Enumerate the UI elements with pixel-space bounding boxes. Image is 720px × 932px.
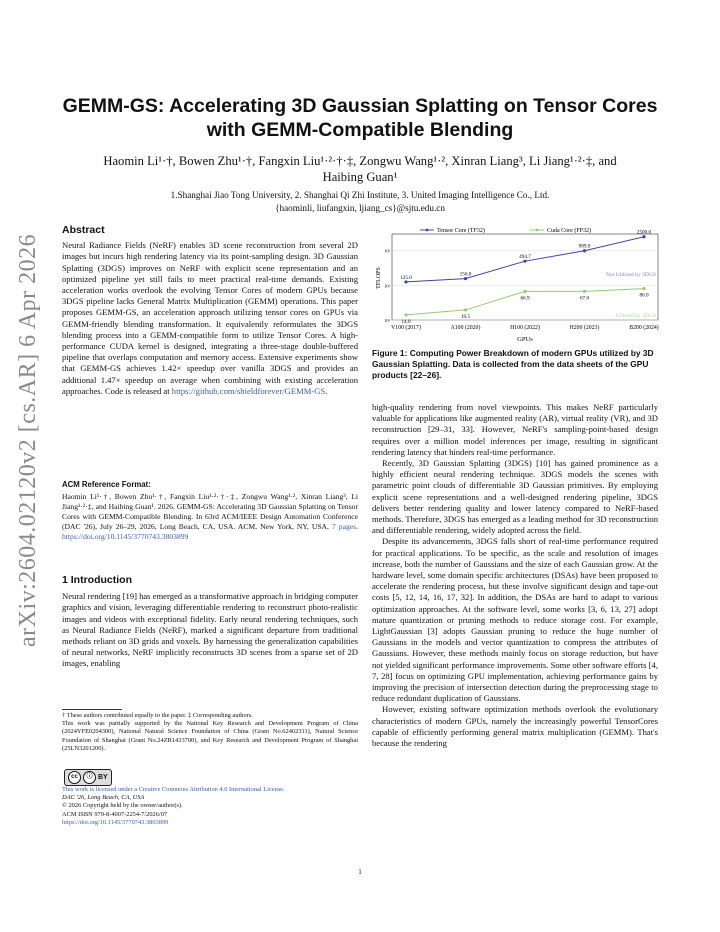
legend-marker (536, 229, 539, 232)
conference-venue: DAC '26, Long Beach, CA, USA (62, 794, 145, 802)
title-line-2: with GEMM-Compatible Blending (206, 119, 514, 141)
authors-line-2: Haibing Guan¹ (322, 170, 398, 184)
annotation-not-utilized: Not Utilized by 3DGS (605, 272, 656, 278)
code-link[interactable]: https://github.com/shieldforever/GEMM-GS (171, 385, 326, 396)
data-label: 67.0 (579, 295, 590, 302)
paragraph-2: Recently, 3D Gaussian Splatting (3DGS) [10] has gained prominence as a highly efficient neural rendering technique. 3DGS models the scenes with parametric point clouds of differentiable 3D Gaussian primitives. By employing explicit scene representations and a well-designed rendering pipeline, 3DGS delivers better rendering quality and lower latency compared to NeRF-based methods. Therefore, 3DGS has emerged as a leading method for 3D reconstruction and differentiable rendering, widely adopted across the field. (372, 458, 658, 536)
title-line-1: GEMM-GS: Accelerating 3D Gaussian Splatting on Tensor Cores (62, 95, 658, 117)
x-tick-label: A100 (2020) (450, 325, 481, 331)
intro-heading: 1 Introduction (62, 574, 132, 586)
abstract-text: Neural Radiance Fields (NeRF) enables 3D scene reconstruction from several 2D images but incurs high rendering latency via its point-sampling design. 3D Gaussian Splatting (3DGS) improves on NeRF with explicit scene representation and an optimized pipeline yet still fails to meet practical real-time demands. Existing acceleration works overlook the evolving Tensor Cores of modern GPUs because 3DGS pipeline lacks General Matrix Multiplication (GEMM) operations. This paper proposes GEMM-GS, an acceleration approach utilizing tensor cores on GPUs via GEMM-friendly blending transformation. It equivalently reformulates the 3DGS blending process into a GEMM-compatible form to utilize Tensor Cores. A high-performance CUDA kernel is designed, integrating a three-stage double-buffered pipeline that overlaps computation and memory access. Extensive experiments show that GEMM-GS achieves 1.42× speedup over vanilla 3DGS and provides an additional 1.47× speedup on average when combining with existing acceleration approaches. Code is released at (62, 240, 358, 396)
footnote-contrib: † These authors contributed equally to the paper. ‡ Corresponding authors. (62, 712, 253, 719)
data-point (404, 313, 407, 316)
data-label: 14.0 (401, 318, 411, 325)
abstract-heading: Abstract (62, 224, 105, 236)
footnotes (62, 712, 358, 753)
x-tick-label: V100 (2017) (391, 325, 421, 331)
acm-ref-body: Haomin Li¹·†, Bowen Zhu¹·†, Fangxin Liu¹·²·†·‡, Zongwu Wang¹·², Xinran Liang³, Li Jiang¹·²·‡, and Haibing Guan¹. 2026. GEMM-GS: Accelerating 3D Gaussian Splatting on Tensor Cores with GEMM-Compatible Blending. In 63rd ACM/IEEE Design Automation Conference (DAC '26), July 26–29, 2026, Long Beach, CA, USA. ACM, New York, NY, USA, 7 pages. https://doi.org/10.1145/3770743.3803899 (62, 492, 358, 541)
paragraph-4: However, existing software optimization methods overlook the evolutionary characteristics of modern GPUs, namely the increasingly powerful TensorCores capable of efficiently performing general matrix multiplication (GEMM). That's because the rendering (372, 704, 658, 749)
arxiv-sidebar-stamp: arXiv:2604.02120v2 [cs.AR] 6 Apr 2026 (15, 233, 41, 647)
cc-icon: cc (68, 771, 81, 784)
x-tick-label: B200 (2024) (629, 325, 659, 331)
annotation-utilized: Utilized by 3DGS (615, 313, 656, 319)
license-info (62, 786, 358, 827)
y-tick-label: 10³ (384, 248, 390, 254)
authors-line-1: Haomin Li¹·†, Bowen Zhu¹·†, Fangxin Liu¹·²·†·‡, Zongwu Wang¹·², Xinran Liang³, Li Jiang¹·²·‡, and (103, 154, 617, 168)
by-icon: ⓘ (83, 771, 96, 784)
right-column-text (372, 402, 658, 749)
data-label: 80.0 (639, 292, 649, 299)
abstract-end: . (325, 385, 328, 396)
abstract-section (62, 225, 358, 397)
data-label: 2500.0 (636, 229, 652, 236)
data-point (464, 308, 467, 311)
x-tick-label: H100 (2022) (510, 325, 540, 331)
data-label: 66.9 (520, 295, 530, 302)
copyright: © 2026 Copyright held by the owner/author(s). (62, 802, 183, 810)
legend-label: Cuda Core (FP32) (547, 228, 591, 234)
pages-link[interactable]: 7 pages (331, 522, 357, 531)
paragraph-1: high-quality rendering from novel viewpoints. This makes NeRF particularly valuable for applications like augmented reality (AR), virtual reality (VR), and 3D reconstruction [29–31, 33]. However, NeRF's sampling-point-based design requires over a million model inferences per image, resulting in significant rendering latency that hinders real-time performance. (372, 402, 658, 457)
email-line: {haominli, liufangxin, ljiang_cs}@sjtu.edu.cn (275, 203, 445, 213)
tflops-chart (372, 226, 660, 344)
figure-caption: Figure 1: Computing Power Breakdown of modern GPUs utilized by 3D Gaussian Splatting. Data is collected from the data sheets of the GPU products [22–26]. (372, 348, 654, 380)
abstract-body (62, 240, 358, 397)
author-list (60, 153, 660, 185)
acm-ref-text: Haomin Li¹·†, Bowen Zhu¹·†, Fangxin Liu¹·²·†·‡, Zongwu Wang¹·², Xinran Liang³, Li Jiang¹·²·‡, and Haibing Guan¹. 2026. GEMM-GS: Accelerating 3D Gaussian Splatting on Tensor Cores with GEMM-Compatible Blending. In 63rd ACM/IEEE Design Automation Conference (DAC '26), July 26–29, 2026, Long Beach, CA, USA. ACM, New York, NY, USA, (62, 492, 358, 531)
footnote-rule (62, 709, 122, 710)
data-label: 125.0 (400, 274, 412, 281)
cc-license-badge[interactable] (64, 765, 112, 786)
license-link[interactable]: This work is licensed under a Creative Commons Attribution 4.0 International License. (62, 786, 285, 793)
introduction-section (62, 575, 358, 670)
affiliation-line: 1.Shanghai Jiao Tong University, 2. Shanghai Qi Zhi Institute, 3. United Imaging Intelligence Co., Ltd. (170, 190, 550, 200)
y-tick-label: 10¹ (384, 318, 390, 323)
paragraph-3: Despite its advancements, 3DGS falls short of real-time performance required for practical applications. To be specific, as the scale and resolution of images increase, both the number of Gaussians and the size of each Gaussian grow. At the hardware level, some domain specific architectures (DSAs) have been proposed to accelerate the rendering process, but these involve significant design and tape-out costs [5, 12, 14, 16, 17, 32]. In addition, the DSAs are hard to adapt to various optimization approaches. At the software level, some works [3, 6, 13, 27] adopt mature quantization or pruning methods to reduce storage cost. For example, LightGaussian [3] adopts Gaussian pruning to reduce the huge number of Gaussians in the models and vector quantization to compress the attributes of Gaussians. However, these methods mainly focus on storage reduction, but have not yielded significant performance improvements. Some other software efforts [4, 7, 28] focus on optimizing GPU implementation, achieving performance gains by improving the precision of intersection detection during the preprocessing stage to reduce redundant duplication of Gaussians. (372, 536, 658, 704)
y-ticks (384, 249, 391, 323)
legend-label: Tensor Core (TF32) (437, 228, 485, 234)
isbn: ACM ISBN 979-8-4007-2254-7/2026/07 (62, 810, 168, 818)
data-label: 494.7 (519, 254, 531, 261)
data-point (642, 287, 645, 290)
y-axis-label: TFLOPS (376, 267, 382, 289)
paper-title (60, 94, 660, 142)
data-point (583, 290, 586, 293)
x-tick-label: H200 (2023) (569, 325, 600, 331)
affiliations (60, 189, 660, 215)
acm-reference (62, 480, 358, 542)
x-ticks (391, 324, 659, 331)
cc-badge-label: BY (98, 774, 108, 781)
intro-body: Neural rendering [19] has emerged as a transformative approach in bridging computer graphics and vision, leveraging differentiable rendering to reconstruct photo-realistic images and videos with exceptional fidelity. Early neural rendering techniques, such as Neural Radiance Fields (NeRF), marked a significant departure from traditional methods reliant on 3D grids and voxels. By harnessing the generalization capabilities of neural networks, NeRF implicitly reconstructs 3D scenes from a sparse set of 2D images, enabling (62, 591, 358, 669)
chart-legend (420, 227, 591, 234)
data-point (523, 290, 526, 293)
legend-marker (426, 229, 429, 232)
x-axis-label: GPUs (517, 336, 533, 343)
license-doi-link[interactable]: https://doi.org/10.1145/3770743.3803899 (62, 818, 169, 826)
data-label: 19.5 (460, 313, 471, 320)
data-label: 156.0 (459, 271, 472, 278)
data-label: 989.0 (578, 243, 591, 250)
acm-ref-heading: ACM Reference Format: (62, 480, 151, 489)
page-number: 1 (358, 868, 362, 876)
y-tick-label: 10² (384, 283, 390, 289)
footnote-funding: This work was partially supported by the National Key Research and Development Program of China (2024YFE0204300), National Natural Science Foundation of China (Grant No.62402311), Natural Science Foundation of Shanghai (Grant No.24ZR1433700), and Key Research and Development Program of Shanghai (25LN3201200). (62, 720, 358, 752)
doi-link[interactable]: https://doi.org/10.1145/3770743.3803899 (62, 532, 189, 541)
